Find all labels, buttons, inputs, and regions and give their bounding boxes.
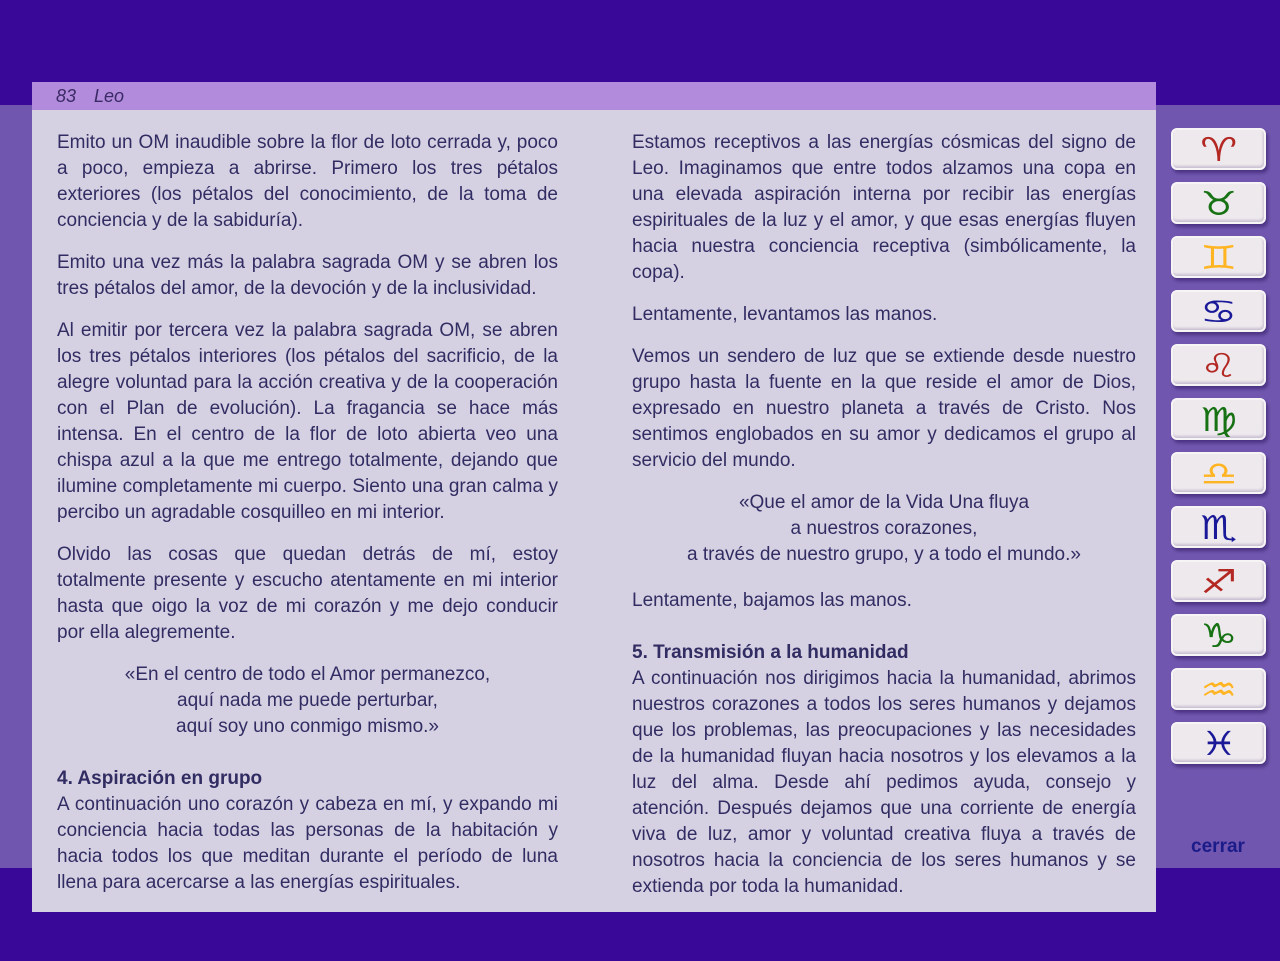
gemini-icon: ♊ <box>1200 237 1237 277</box>
quote-block <box>57 662 558 740</box>
pisces-icon: ♓ <box>1200 723 1237 763</box>
zodiac-button-geminis[interactable] <box>1171 236 1266 278</box>
page-header-bar <box>32 82 1156 110</box>
right-column <box>632 130 1136 916</box>
left-column <box>57 130 558 916</box>
zodiac-button-acuario[interactable] <box>1171 668 1266 710</box>
quote-line: a nuestros corazones, <box>790 518 978 539</box>
zodiac-button-libra[interactable] <box>1171 452 1266 494</box>
paragraph: Emito un OM inaudible sobre la flor de loto cerrada y, poco a poco, empieza a abrirse. Primero los tres pétalos exteriores (los pétalos del conocimiento, de la toma de conciencia y de la sabiduría). <box>57 132 558 231</box>
taurus-icon: ♉ <box>1200 183 1237 223</box>
libra-icon: ♎ <box>1200 453 1237 493</box>
page-title: Leo <box>94 85 125 106</box>
paragraph: Lentamente, bajamos las manos. <box>632 590 912 611</box>
section-heading-5: 5. Transmisión a la humanidad <box>632 642 909 663</box>
section-heading-4: 4. Aspiración en grupo <box>57 768 263 789</box>
zodiac-button-sagitario[interactable] <box>1171 560 1266 602</box>
close-button[interactable]: cerrar <box>1191 836 1245 857</box>
zodiac-button-escorpio[interactable] <box>1171 506 1266 548</box>
quote-line: «Que el amor de la Vida Una fluya <box>738 492 1030 513</box>
paragraph: A continuación nos dirigimos hacia la humanidad, abrimos nuestros corazones a todos los seres humanos y dejamos que los problemas, las preocupaciones y las necesidades de la humanidad fluyan hacia nosotros y los elevamos a la luz del alma. Desde ahí pedimos ayuda, consejo y atención. Después dejamos que una corriente de energía viva de luz, amor y voluntad creativa fluya a través de nosotros hacia la conciencia de los seres humanos y se extienda por toda la humanidad. <box>632 668 1136 897</box>
quote-block <box>632 490 1136 568</box>
quote-line: «En el centro de todo el Amor permanezco, <box>124 664 491 685</box>
paragraph: Estamos receptivos a las energías cósmicas del signo de Leo. Imaginamos que entre todos alzamos una copa en una elevada aspiración interna por recibir las energías espirituales de la luz y el amor, y que esas energías fluyen hacia nuestra conciencia receptiva (simbólicamente, la copa). <box>632 132 1136 283</box>
sagittarius-icon: ♐ <box>1200 561 1237 601</box>
paragraph: Olvido las cosas que quedan detrás de mí, estoy totalmente presente y escucho atentamente en mi interior hasta que oigo la voz de mi corazón y me dejo conducir por ella alegremente. <box>57 544 558 643</box>
virgo-icon: ♍ <box>1200 399 1237 439</box>
paragraph: Lentamente, levantamos las manos. <box>632 304 938 325</box>
paragraph: A continuación uno corazón y cabeza en mí, y expando mi conciencia hacia todas las personas de la habitación y hacia todos los que meditan durante el período de luna llena para acercarse a las energías espirituales. <box>57 794 558 893</box>
text-columns <box>32 110 1156 916</box>
zodiac-button-cancer[interactable] <box>1171 290 1266 332</box>
zodiac-button-leo[interactable] <box>1171 344 1266 386</box>
book-page <box>32 110 1156 912</box>
quote-line: aquí nada me puede perturbar, <box>177 690 438 711</box>
capricorn-icon: ♑ <box>1200 615 1237 655</box>
zodiac-button-aries[interactable] <box>1171 128 1266 170</box>
aries-icon: ♈ <box>1200 129 1237 169</box>
zodiac-button-piscis[interactable] <box>1171 722 1266 764</box>
zodiac-button-virgo[interactable] <box>1171 398 1266 440</box>
zodiac-button-tauro[interactable] <box>1171 182 1266 224</box>
quote-line: a través de nuestro grupo, y a todo el mundo.» <box>687 544 1081 565</box>
aquarius-icon: ♒ <box>1200 669 1237 709</box>
cancer-icon: ♋ <box>1200 291 1237 331</box>
paragraph: Emito una vez más la palabra sagrada OM y se abren los tres pétalos del amor, de la devoción y de la inclusividad. <box>57 252 558 299</box>
zodiac-button-capricornio[interactable] <box>1171 614 1266 656</box>
scorpio-icon: ♏ <box>1200 507 1237 547</box>
leo-icon: ♌ <box>1200 345 1237 385</box>
paragraph: Vemos un sendero de luz que se extiende desde nuestro grupo hasta la fuente en la que reside el amor de Dios, expresado en nuestro planeta a través de Cristo. Nos sentimos englobados en su amor y dedicamos el grupo al servicio del mundo. <box>632 346 1136 471</box>
paragraph: Al emitir por tercera vez la palabra sagrada OM, se abren los tres pétalos interiores (los pétalos del sacrificio, de la alegre voluntad para la acción creativa y de la cooperación con el Plan de evolución). La fragancia se hace más intensa. En el centro de la flor de loto abierta veo una chispa azul a la que me entrego totalmente, dejando que ilumine completamente mi cuerpo. Siento una gran calma y percibo un agradable cosquilleo en mi interior. <box>57 320 558 523</box>
page-number: 83 <box>56 85 77 106</box>
quote-line: aquí soy uno conmigo mismo.» <box>176 716 439 737</box>
